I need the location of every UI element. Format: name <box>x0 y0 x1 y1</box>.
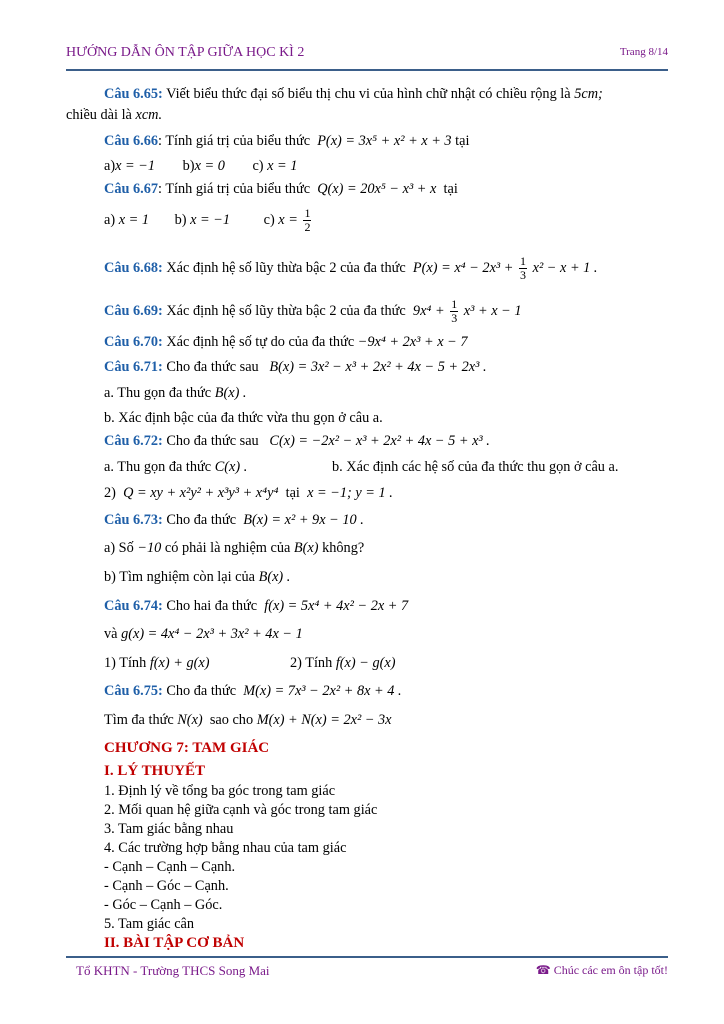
q-expr: 9x⁴ + <box>412 302 445 319</box>
part-text: có phải là nghiệm của <box>164 540 291 556</box>
part-expr: x = 1 <box>267 158 298 174</box>
part-label: b) <box>182 158 195 174</box>
q-expr: M(x) = 7x³ − 2x² + 8x + 4 . <box>243 683 402 699</box>
chapter-title: CHƯƠNG 7: TAM GIÁC <box>104 740 270 756</box>
q-label: Câu 6.65: <box>104 86 163 102</box>
q-expr: B(x) = 3x² − x³ + 2x² + 4x − 5 + 2x³ . <box>269 359 487 375</box>
part-label: b) <box>174 211 187 228</box>
q-expr: B(x) = x² + 9x − 10 . <box>243 512 364 528</box>
question-6-66-parts <box>104 158 297 175</box>
question-6-65 <box>104 86 603 103</box>
q-expr: f(x) = 5x⁴ + 4x² − 2x + 7 <box>264 598 409 614</box>
part-expr: Q = xy + x²y² + x³y³ + x⁴y⁴ <box>123 485 279 501</box>
footer-left: Tổ KHTN - Trường THCS Song Mai <box>76 963 270 978</box>
question-6-73-a <box>104 540 364 557</box>
question-6-67-parts <box>104 207 313 234</box>
q-text: tại <box>455 133 470 149</box>
part-expr: B(x) <box>293 540 319 556</box>
q-text: : Tính giá trị của biểu thức <box>158 133 311 149</box>
numerator: 1 <box>520 254 527 268</box>
page-number: Trang 8/14 <box>619 46 668 58</box>
theory-item: 4. Các trường hợp bằng nhau của tam giác <box>104 840 347 856</box>
question-6-75 <box>104 683 402 700</box>
question-6-72-part2 <box>104 485 393 502</box>
q-label: Câu 6.68: <box>104 259 163 276</box>
question-6-74-parts <box>104 655 209 672</box>
section-exercises: II. BÀI TẬP CƠ BẢN <box>104 935 245 951</box>
fraction <box>519 255 527 282</box>
question-6-71 <box>104 359 487 376</box>
part-expr: B(x) . <box>214 385 247 401</box>
question-6-75-find <box>104 712 392 729</box>
q-text: Viết biểu thức đại số biểu thị chu vi của hình chữ nhật có chiều rộng là <box>166 86 571 102</box>
q-label: Câu 6.72: <box>104 433 163 449</box>
q-expr: Q(x) = 20x⁵ − x³ + x <box>317 181 437 197</box>
q-label: Câu 6.71: <box>104 359 163 375</box>
q-label: Câu 6.67 <box>104 181 159 197</box>
question-6-71-a <box>104 385 246 402</box>
part-text: a. Thu gọn đa thức <box>104 385 212 401</box>
part-label: a) <box>104 211 116 228</box>
q-expr: C(x) = −2x² − x³ + 2x² + 4x − 5 + x³ . <box>269 433 490 449</box>
question-6-69 <box>104 298 521 325</box>
part-label: c) <box>263 211 275 228</box>
part-text: và <box>104 626 118 642</box>
fraction <box>450 298 458 325</box>
question-6-72-a <box>104 459 247 476</box>
q-text: Xác định hệ số lũy thừa bậc 2 của đa thức <box>166 302 406 319</box>
q-label: Câu 6.74: <box>104 598 163 614</box>
question-6-73 <box>104 512 364 529</box>
q-text: Cho đa thức sau <box>166 359 259 375</box>
q-label: Câu 6.66 <box>104 133 159 149</box>
question-6-65-cont <box>66 107 162 124</box>
q-label: Câu 6.75: <box>104 683 163 699</box>
denominator: 2 <box>304 220 311 234</box>
part-expr: x = −1 <box>190 211 231 228</box>
theory-item: 1. Định lý về tổng ba góc trong tam giác <box>104 783 336 799</box>
part-text: sao cho <box>209 712 254 728</box>
q-expr: P(x) = 3x⁵ + x² + x + 3 <box>317 133 452 149</box>
footer-divider <box>66 956 668 958</box>
question-6-74-part2 <box>290 655 395 672</box>
q-expr: −9x⁴ + 2x³ + x − 7 <box>357 334 468 350</box>
part-label: c) <box>252 158 264 174</box>
part-text: b) Tìm nghiệm còn lại của <box>104 569 256 585</box>
fraction <box>303 207 311 234</box>
denominator: 3 <box>451 311 458 325</box>
part-expr: x = 0 <box>194 158 225 174</box>
q-text: Cho đa thức <box>166 683 237 699</box>
q-text: Xác định hệ số lũy thừa bậc 2 của đa thức <box>166 259 406 276</box>
q-label: Câu 6.69: <box>104 302 163 319</box>
q-expr: xcm. <box>135 107 163 123</box>
part-expr: x = −1; y = 1 . <box>307 485 393 501</box>
part-text: a. Thu gọn đa thức <box>104 459 212 475</box>
part-label: 2) <box>104 485 116 501</box>
part-expr: x = −1 <box>115 158 156 174</box>
q-text: Cho đa thức <box>166 512 237 528</box>
question-6-73-b <box>104 569 290 586</box>
q-label: Câu 6.70: <box>104 334 163 350</box>
header-title: HƯỚNG DẪN ÔN TẬP GIỮA HỌC KÌ 2 <box>66 45 305 60</box>
part-expr: C(x) . <box>214 459 248 475</box>
part-text: a) Số <box>104 540 134 556</box>
question-6-74-g <box>104 626 303 643</box>
theory-item: 5. Tam giác cân <box>104 916 195 932</box>
question-6-68 <box>104 255 597 282</box>
theory-item: 2. Mối quan hệ giữa cạnh và góc trong tam giác <box>104 802 378 818</box>
q-text: Cho đa thức sau <box>166 433 259 449</box>
q-text: chiều dài là <box>66 107 132 123</box>
q-expr: 5cm; <box>574 86 603 102</box>
question-6-72-b: b. Xác định các hệ số của đa thức thu gọn ở câu a. <box>332 459 619 475</box>
part-expr: x = <box>278 211 298 228</box>
q-text: Cho hai đa thức <box>166 598 258 614</box>
question-6-70 <box>104 334 468 351</box>
part-text: không? <box>322 540 365 556</box>
numerator: 1 <box>304 206 311 220</box>
question-6-71-b: b. Xác định bậc của đa thức vừa thu gọn ở câu a. <box>104 410 383 426</box>
part-expr: N(x) <box>177 712 203 728</box>
part-expr: f(x) − g(x) <box>335 655 396 671</box>
numerator: 1 <box>451 297 458 311</box>
q-text: : Tính giá trị của biểu thức <box>158 181 311 197</box>
q-label: Câu 6.73: <box>104 512 163 528</box>
theory-item: - Cạnh – Góc – Cạnh. <box>104 878 229 894</box>
part-expr: B(x) . <box>258 569 291 585</box>
question-6-72 <box>104 433 490 450</box>
q-expr: x³ + x − 1 <box>463 302 522 319</box>
denominator: 3 <box>520 268 527 282</box>
q-expr: P(x) = x⁴ − 2x³ + <box>412 259 514 276</box>
question-6-66 <box>104 133 469 150</box>
part-text: 2) Tính <box>290 655 333 671</box>
part-expr: −10 <box>137 540 162 556</box>
q-text: tại <box>443 181 458 197</box>
part-expr: g(x) = 4x⁴ − 2x³ + 3x² + 4x − 1 <box>121 626 303 642</box>
header-divider <box>66 69 668 71</box>
part-expr: M(x) + N(x) = 2x² − 3x <box>256 712 392 728</box>
part-text: tại <box>285 485 300 501</box>
footer-right: ☎ Chúc các em ôn tập tốt! <box>535 963 668 977</box>
part-text: 1) Tính <box>104 655 147 671</box>
part-expr: x = 1 <box>118 211 149 228</box>
theory-item: - Góc – Cạnh – Góc. <box>104 897 223 913</box>
part-label: a) <box>104 158 116 174</box>
theory-item: 3. Tam giác bằng nhau <box>104 821 234 837</box>
theory-item: - Cạnh – Cạnh – Cạnh. <box>104 859 236 875</box>
question-6-67 <box>104 181 458 198</box>
part-text: Tìm đa thức <box>104 712 174 728</box>
q-expr: x² − x + 1 . <box>532 259 598 276</box>
question-6-74 <box>104 598 408 615</box>
q-text: Xác định hệ số tự do của đa thức <box>166 334 355 350</box>
part-expr: f(x) + g(x) <box>149 655 210 671</box>
section-theory: I. LÝ THUYẾT <box>104 763 206 779</box>
